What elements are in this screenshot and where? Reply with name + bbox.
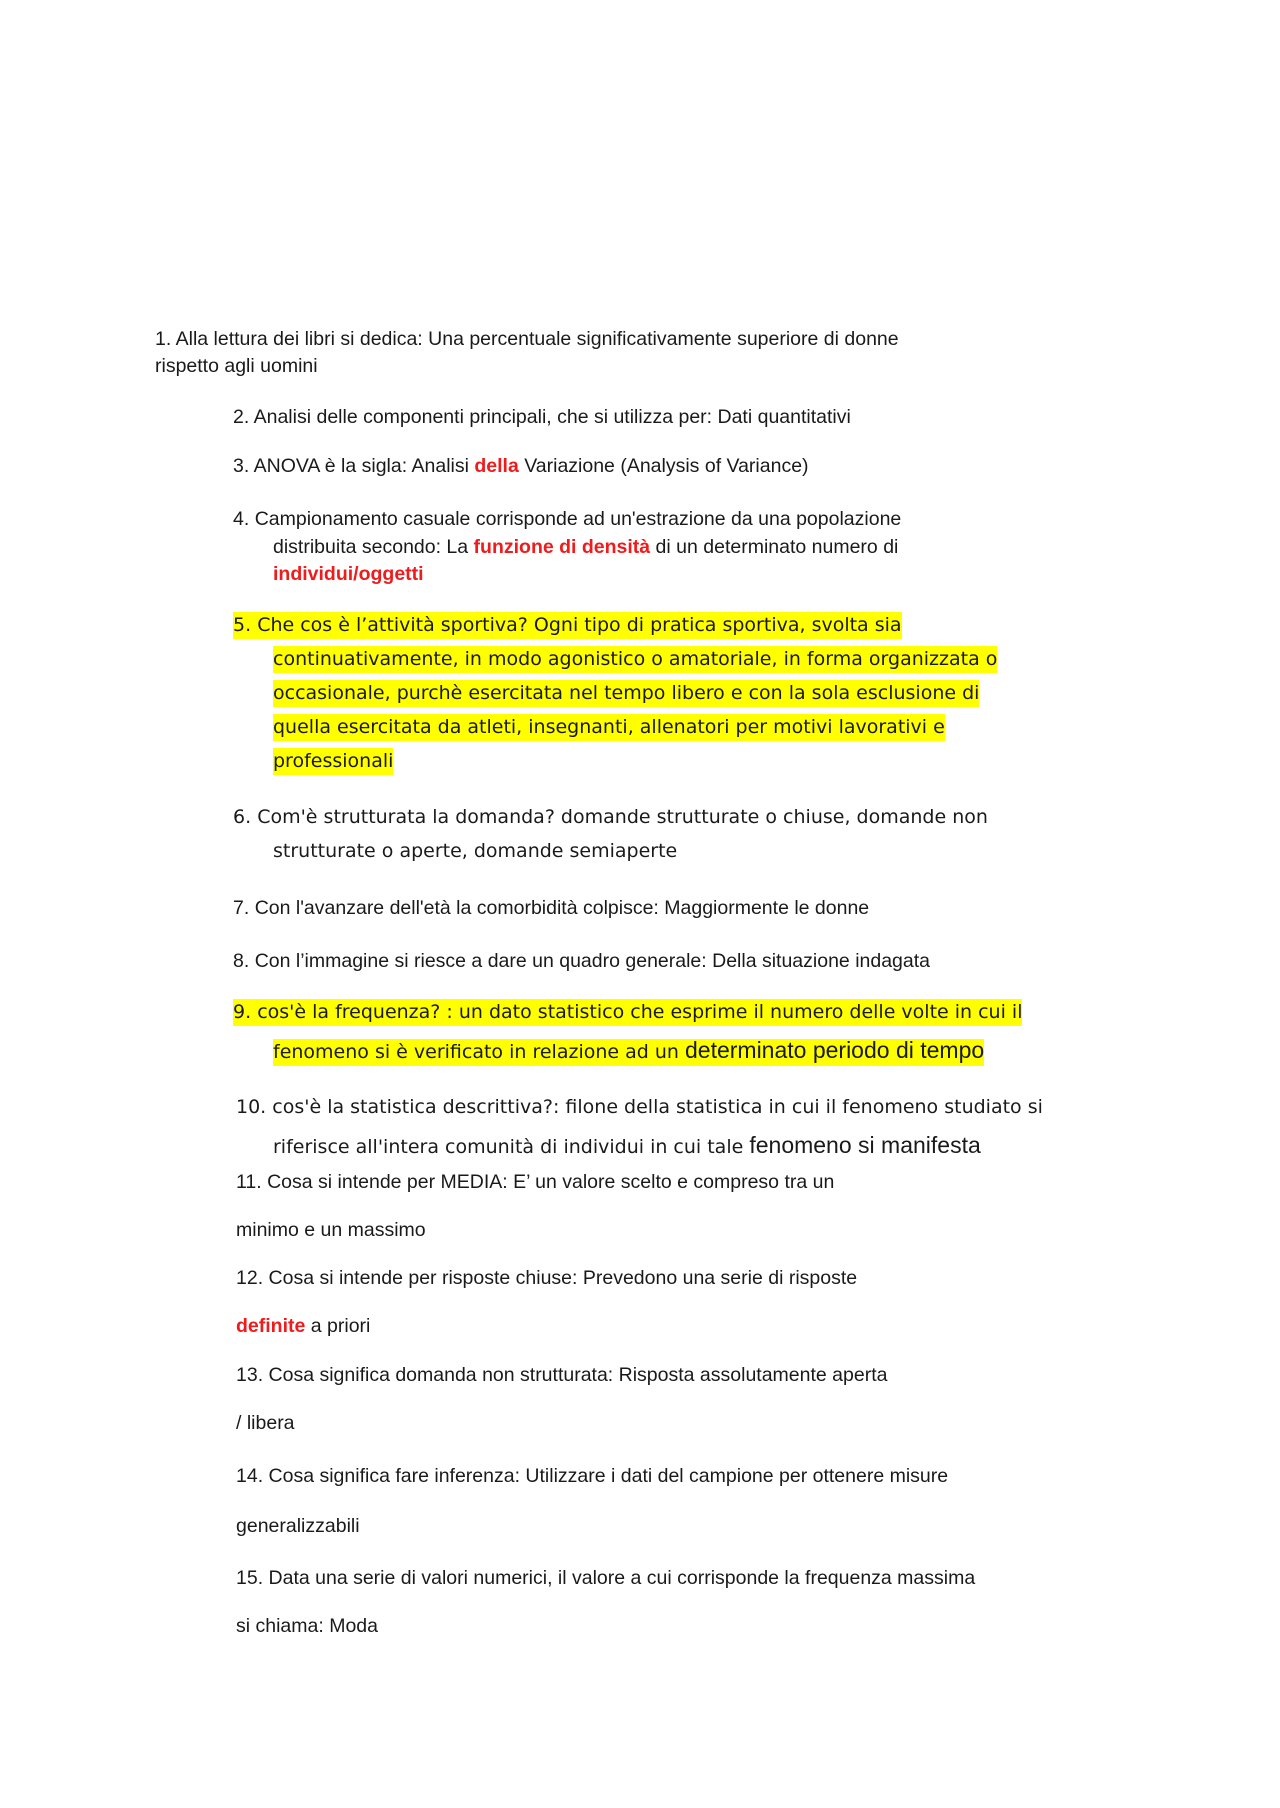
emphasis-text: della xyxy=(474,455,519,477)
question-8-line-1: 8. Con l’immagine si riesce a dare un quadro generale: Della situazione indagata xyxy=(233,950,931,972)
question-number: 15. xyxy=(236,1567,264,1589)
question-1-line-2: rispetto agli uomini xyxy=(155,355,318,377)
question-number: 3. xyxy=(233,455,250,477)
question-10-line-2: riferisce all'intera comunità di individui in cui tale fenomeno si manifesta xyxy=(273,1132,981,1158)
emphasis-text: definite xyxy=(236,1315,306,1337)
question-number: 13. xyxy=(236,1364,264,1386)
question-number: 11. xyxy=(236,1171,262,1193)
question-5-line-5 xyxy=(273,752,393,771)
question-4-line-3 xyxy=(273,565,424,585)
highlighted-text: 9. cos'è la frequenza? : un dato statistico che esprime il numero delle volte in cui il xyxy=(233,999,1022,1026)
question-7-line-1: 7. Con l'avanzare dell'età la comorbidità colpisce: Maggiormente le donne xyxy=(233,897,870,919)
question-number: 4. xyxy=(233,508,250,530)
question-11-line-2: minimo e un massimo xyxy=(236,1219,426,1241)
highlighted-text: 5. Che cos è l’attività sportiva? Ogni tipo di pratica sportiva, svolta sia xyxy=(233,612,902,639)
question-3-line-1: 3. ANOVA è la sigla: Analisi della Variazione (Analysis of Variance) xyxy=(233,455,809,477)
question-6-line-1: 6. Com'è strutturata la domanda? domande strutturate o chiuse, domande non xyxy=(233,806,988,828)
question-5-line-2 xyxy=(273,650,997,669)
highlighted-text: verificato in relazione ad un determinato periodo di tempo xyxy=(414,1039,984,1066)
question-5-line-1 xyxy=(233,616,902,635)
question-4-line-2: distribuita secondo: La funzione di densità di un determinato numero di xyxy=(273,536,899,558)
question-13-line-1: 13. Cosa significa domanda non strutturata: Risposta assolutamente aperta xyxy=(236,1364,888,1386)
question-5-line-4 xyxy=(273,718,945,737)
highlighted-text: professionali xyxy=(273,748,393,775)
question-number: 2. xyxy=(233,406,250,428)
question-number: 14. xyxy=(236,1465,264,1487)
highlighted-text: fenomeno si è xyxy=(273,1039,414,1066)
question-9-line-2 xyxy=(273,1039,984,1062)
emphasis-text: funzione di densità xyxy=(473,536,651,558)
highlighted-text: occasionale, purchè esercitata nel tempo libero e xyxy=(273,680,749,707)
highlighted-text: agonistico o amatoriale, in forma organizzata o xyxy=(548,646,998,673)
question-12-line-2: definite a priori xyxy=(236,1315,371,1337)
question-14-line-2: generalizzabili xyxy=(236,1515,360,1537)
question-1-line-1: 1. Alla lettura dei libri si dedica: Una percentuale significativamente superiore di donne xyxy=(155,328,899,350)
question-number: 1. xyxy=(155,328,172,350)
question-12-line-1: 12. Cosa si intende per risposte chiuse: Prevedono una serie di risposte xyxy=(236,1267,858,1289)
question-number: 10. xyxy=(236,1096,267,1118)
question-9-line-1 xyxy=(233,1003,1022,1022)
question-10-line-1: 10. cos'è la statistica descrittiva?: filone della statistica in cui il fenomeno studiato si xyxy=(236,1096,1043,1118)
question-number: 6. xyxy=(233,806,252,828)
question-5-line-3 xyxy=(273,684,979,703)
question-number: 12. xyxy=(236,1267,264,1289)
question-6-line-2: strutturate o aperte, domande semiaperte xyxy=(273,840,678,862)
question-2-line-1: 2. Analisi delle componenti principali, che si utilizza per: Dati quantitativi xyxy=(233,406,851,428)
question-number: 8. xyxy=(233,950,250,972)
question-11-line-1: 11. Cosa si intende per MEDIA: E’ un valore scelto e compreso tra un xyxy=(236,1171,835,1193)
question-number: 7. xyxy=(233,897,250,919)
question-number: 9. xyxy=(233,1001,252,1023)
question-4-line-1: 4. Campionamento casuale corrisponde ad un'estrazione da una popolazione xyxy=(233,508,902,530)
highlighted-text: quella esercitata da atleti, insegnanti, allenatori per motivi lavorativi e xyxy=(273,714,945,741)
highlighted-text: con la sola esclusione di xyxy=(749,680,980,707)
question-15-line-1: 15. Data una serie di valori numerici, il valore a cui corrisponde la frequenza massima xyxy=(236,1567,976,1589)
question-15-line-2: si chiama: Moda xyxy=(236,1615,378,1637)
question-13-line-2: / libera xyxy=(236,1412,295,1434)
highlighted-text: continuativamente, in modo xyxy=(273,646,548,673)
question-number: 5. xyxy=(233,614,252,636)
emphasis-text: individui/oggetti xyxy=(273,563,424,585)
question-14-line-1: 14. Cosa significa fare inferenza: Utilizzare i dati del campione per ottenere misure xyxy=(236,1465,949,1487)
